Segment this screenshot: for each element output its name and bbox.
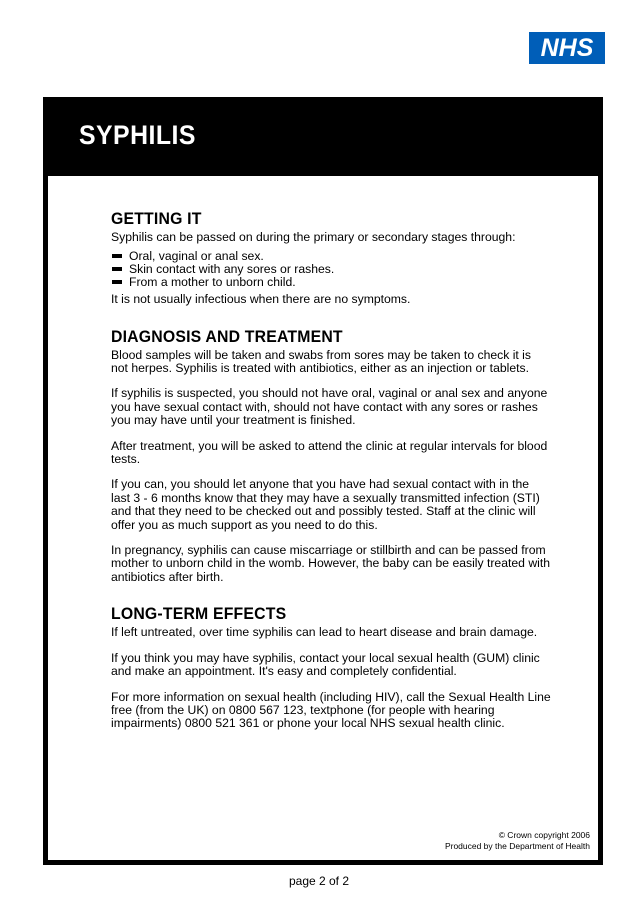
paragraph: If you think you may have syphilis, contact your local sexual health (GUM) clinic and make an appointment. It's easy and completely confidential. <box>111 650 540 679</box>
copyright-notice <box>445 830 590 852</box>
section-long-term <box>111 605 551 730</box>
getting-it-bullet-list <box>111 250 551 288</box>
list-item: Oral, vaginal or anal sex. <box>111 250 551 263</box>
getting-it-outro: It is not usually infectious when there are no symptoms. <box>111 292 411 307</box>
section-getting-it <box>111 210 551 307</box>
leaflet-frame <box>43 97 603 865</box>
bullet-dash-icon <box>112 267 122 271</box>
producer-line: Produced by the Department of Health <box>444 841 590 851</box>
paragraph: If you can, you should let anyone that you have had sexual contact with in the last 3 - 6 months know that they may have a sexually transmitted infection (STI) and that they need to be checked out and possibly tested. Staff at the clinic will offer you as much support as you need to do this. <box>111 477 540 532</box>
section-heading-getting-it: GETTING IT <box>111 209 202 228</box>
paragraph: If left untreated, over time syphilis can lead to heart disease and brain damage. <box>111 625 538 640</box>
paragraph: Blood samples will be taken and swabs from sores may be taken to check it is not herpes. Syphilis is treated with antibiotics, either as an injection or tablets. <box>111 347 531 375</box>
paragraph: In pregnancy, syphilis can cause miscarriage or stillbirth and can be passed from mother to unborn child in the womb. However, the baby can be easily treated with antibiotics after birth. <box>111 543 550 584</box>
section-heading-diagnosis: DIAGNOSIS AND TREATMENT <box>111 326 343 346</box>
getting-it-intro: Syphilis can be passed on during the primary or secondary stages through: <box>111 230 516 244</box>
list-item: From a mother to unborn child. <box>111 276 551 289</box>
paragraph: If syphilis is suspected, you should not have oral, vaginal or anal sex and anyone you have sexual contact with, should not have contact with any sores or rashes you may have until your treatment is finished. <box>111 386 548 428</box>
section-diagnosis <box>111 328 551 585</box>
paragraph: For more information on sexual health (including HIV), call the Sexual Health Line free (from the UK) on 0800 567 123, textphone (for people with hearing impairments) 0800 521 361 or phone your local NHS sexual health clinic. <box>111 689 551 731</box>
copyright-line: © Crown copyright 2006 <box>498 830 590 840</box>
paragraph: After treatment, you will be asked to attend the clinic at regular intervals for blood tests. <box>111 438 548 467</box>
page-title: SYPHILIS <box>79 120 196 150</box>
list-item: Skin contact with any sores or rashes. <box>111 263 551 276</box>
page-number: page 2 of 2 <box>288 874 350 888</box>
section-heading-long-term: LONG-TERM EFFECTS <box>111 604 287 624</box>
bullet-dash-icon <box>112 254 122 258</box>
nhs-logo <box>529 32 605 64</box>
title-bar <box>48 102 598 176</box>
leaflet-content <box>111 210 551 752</box>
bullet-dash-icon <box>112 280 122 284</box>
nhs-logo-text: NHS <box>540 33 594 62</box>
